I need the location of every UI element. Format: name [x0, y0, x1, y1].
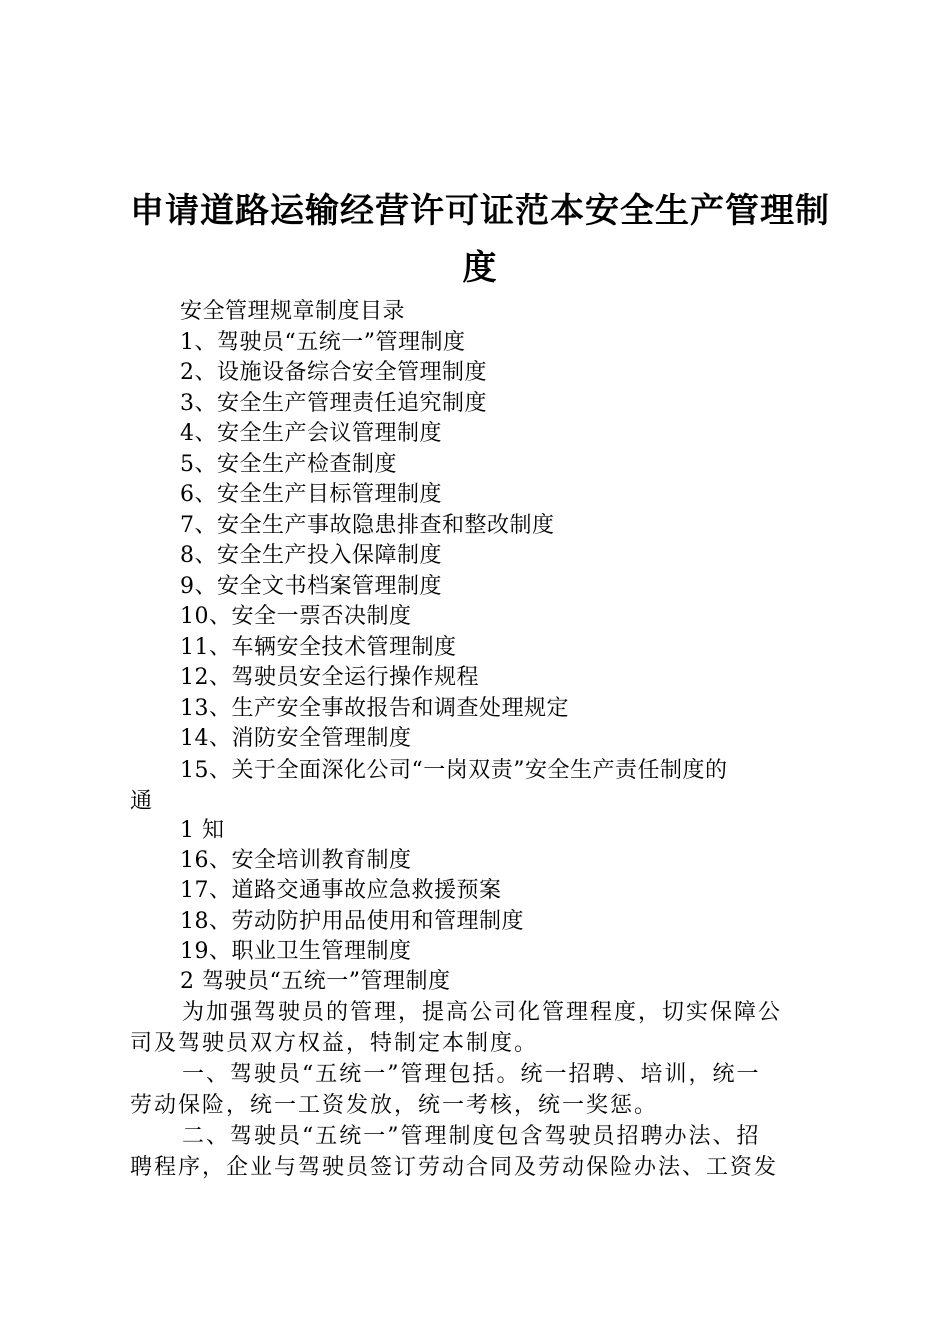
toc-item: 7、安全生产事故隐患排查和整改制度: [180, 513, 555, 538]
toc-item: 12、驾驶员安全运行操作规程: [180, 665, 479, 690]
toc-item: 11、车辆安全技术管理制度: [180, 635, 457, 660]
paragraph-line: 司及驾驶员双方权益，特制定本制度。: [130, 1031, 539, 1056]
toc-item: 1、驾驶员“五统一”管理制度: [180, 330, 466, 355]
toc-item: 6、安全生产目标管理制度: [180, 482, 442, 507]
page-marker: 1 知: [180, 818, 225, 843]
paragraph-line: 劳动保险，统一工资发放，统一考核，统一奖惩。: [130, 1093, 659, 1118]
toc-item: 13、生产安全事故报告和调查处理规定: [180, 696, 569, 721]
paragraph-line: 一、驾驶员“五统一”管理包括。统一招聘、培训，统一: [182, 1062, 761, 1087]
toc-item: 14、消防安全管理制度: [180, 726, 412, 751]
toc-item: 2、设施设备综合安全管理制度: [180, 360, 487, 385]
toc-item: 16、安全培训教育制度: [180, 848, 412, 873]
paragraph-line: 聘程序，企业与驾驶员签订劳动合同及劳动保险办法、工资发: [130, 1155, 779, 1180]
toc-item: 10、安全一票否决制度: [180, 604, 412, 629]
paragraph-line: 为加强驾驶员的管理，提高公司化管理程度，切实保障公: [182, 1000, 783, 1025]
toc-item: 9、安全文书档案管理制度: [180, 574, 442, 599]
toc-item: 8、安全生产投入保障制度: [180, 543, 442, 568]
toc-item: 19、职业卫生管理制度: [180, 939, 412, 964]
toc-item: 17、道路交通事故应急救援预案: [180, 878, 502, 903]
toc-item-15-line-2: 通: [130, 789, 153, 814]
toc-item: 5、安全生产检查制度: [180, 452, 397, 477]
toc-item: 18、劳动防护用品使用和管理制度: [180, 909, 524, 934]
toc-item: 4、安全生产会议管理制度: [180, 421, 442, 446]
section-heading: 2 驾驶员“五统一”管理制度: [180, 969, 451, 994]
toc-item-15-line-1: 15、关于全面深化公司“一岗双责”安全生产责任制度的: [180, 758, 728, 783]
document-title-line-1: 申请道路运输经营许可证范本安全生产管理制: [130, 191, 830, 231]
paragraph-line: 二、驾驶员“五统一”管理制度包含驾驶员招聘办法、招: [182, 1124, 761, 1149]
toc-item: 3、安全生产管理责任追究制度: [180, 391, 487, 416]
toc-heading: 安全管理规章制度目录: [180, 299, 406, 324]
document-title-line-2: 度: [462, 248, 498, 288]
